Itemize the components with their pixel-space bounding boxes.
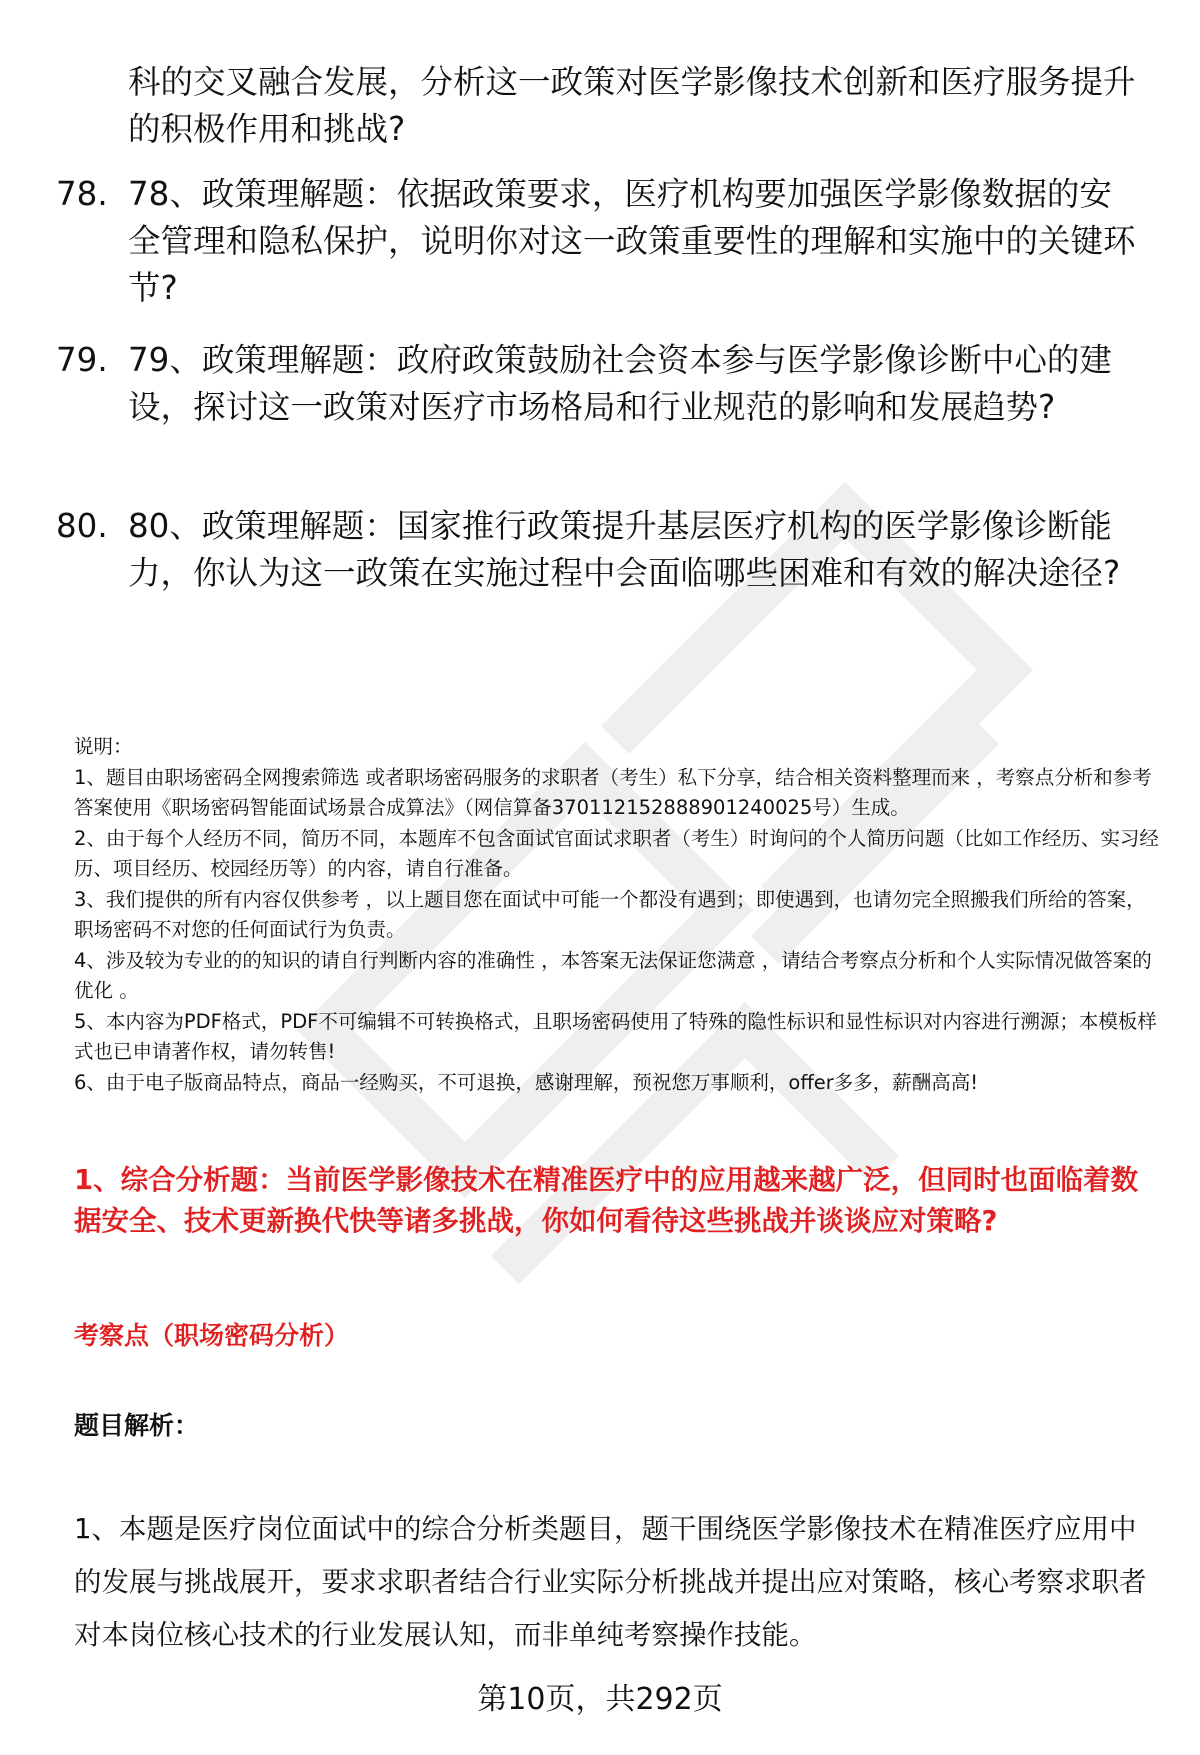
item-number: 79. (56, 341, 108, 379)
note-line: 1、题目由职场密码全网搜索筛选 或者职场密码服务的求职者（考生）私下分享，结合相关资料整理而来 ，考察点分析和参考答案使用《职场密码智能面试场景合成算法》（网信算备370112152888901240025号）生成。 (74, 765, 1152, 819)
exam-point-heading: 考察点（职场密码分析） (74, 1321, 350, 1350)
question-item-80 (56, 503, 1136, 597)
item-text: 79、政策理解题：政府政策鼓励社会资本参与医学影像诊断中心的建设，探讨这一政策对医疗市场格局和行业规范的影响和发展趋势? (128, 341, 1112, 426)
analysis-heading: 题目解析： (74, 1411, 200, 1440)
note-line: 4、涉及较为专业的的知识的请自行判断内容的准确性 ，本答案无法保证您满意 ，请结合考察点分析和个人实际情况做答案的优化 。 (74, 948, 1152, 1002)
item-number: 78. (56, 175, 108, 213)
notes-section (74, 732, 1160, 1098)
page-footer: 第10页，共292页 (477, 1682, 723, 1717)
question-item-79 (56, 337, 1136, 431)
continuation-text: 科的交叉融合发展，分析这一政策对医学影像技术创新和医疗服务提升的积极作用和挑战? (128, 63, 1136, 148)
analysis-paragraph: 1、本题是医疗岗位面试中的综合分析类题目，题干围绕医学影像技术在精准医疗应用中的发展与挑战展开，要求求职者结合行业实际分析挑战并提出应对策略，核心考察求职者对本岗位核心技术的行业发展认知，而非单纯考察操作技能。 (74, 1513, 1147, 1651)
note-line: 3、我们提供的所有内容仅供参考 ，以上题目您在面试中可能一个都没有遇到；即使遇到，也请勿完全照搬我们所给的答案，职场密码不对您的任何面试行为负责。 (74, 887, 1146, 941)
item-text: 78、政策理解题：依据政策要求，医疗机构要加强医学影像数据的安全管理和隐私保护，说明你对这一政策重要性的理解和实施中的关键环节? (128, 175, 1136, 307)
note-line: 2、由于每个人经历不同，简历不同，本题库不包含面试官面试求职者（考生）时询问的个人简历问题（比如工作经历、实习经历、项目经历、校园经历等）的内容，请自行准备。 (74, 826, 1159, 880)
note-line: 5、本内容为PDF格式，PDF不可编辑不可转换格式，且职场密码使用了特殊的隐性标识和显性标识对内容进行溯源；本模板样式也已申请著作权，请勿转售! (74, 1009, 1157, 1063)
note-line: 6、由于电子版商品特点，商品一经购买，不可退换，感谢理解，预祝您万事顺利，offer多多，薪酬高高! (74, 1070, 979, 1094)
question-title: 1、综合分析题：当前医学影像技术在精准医疗中的应用越来越广泛，但同时也面临着数据安全、技术更新换代快等诸多挑战，你如何看待这些挑战并谈谈应对策略? (74, 1164, 1139, 1237)
item-text: 80、政策理解题：国家推行政策提升基层医疗机构的医学影像诊断能力，你认为这一政策在实施过程中会面临哪些困难和有效的解决途径? (128, 507, 1121, 592)
question-item-78 (56, 171, 1136, 312)
notes-title: 说明： (74, 735, 133, 758)
item-number: 80. (56, 507, 108, 545)
